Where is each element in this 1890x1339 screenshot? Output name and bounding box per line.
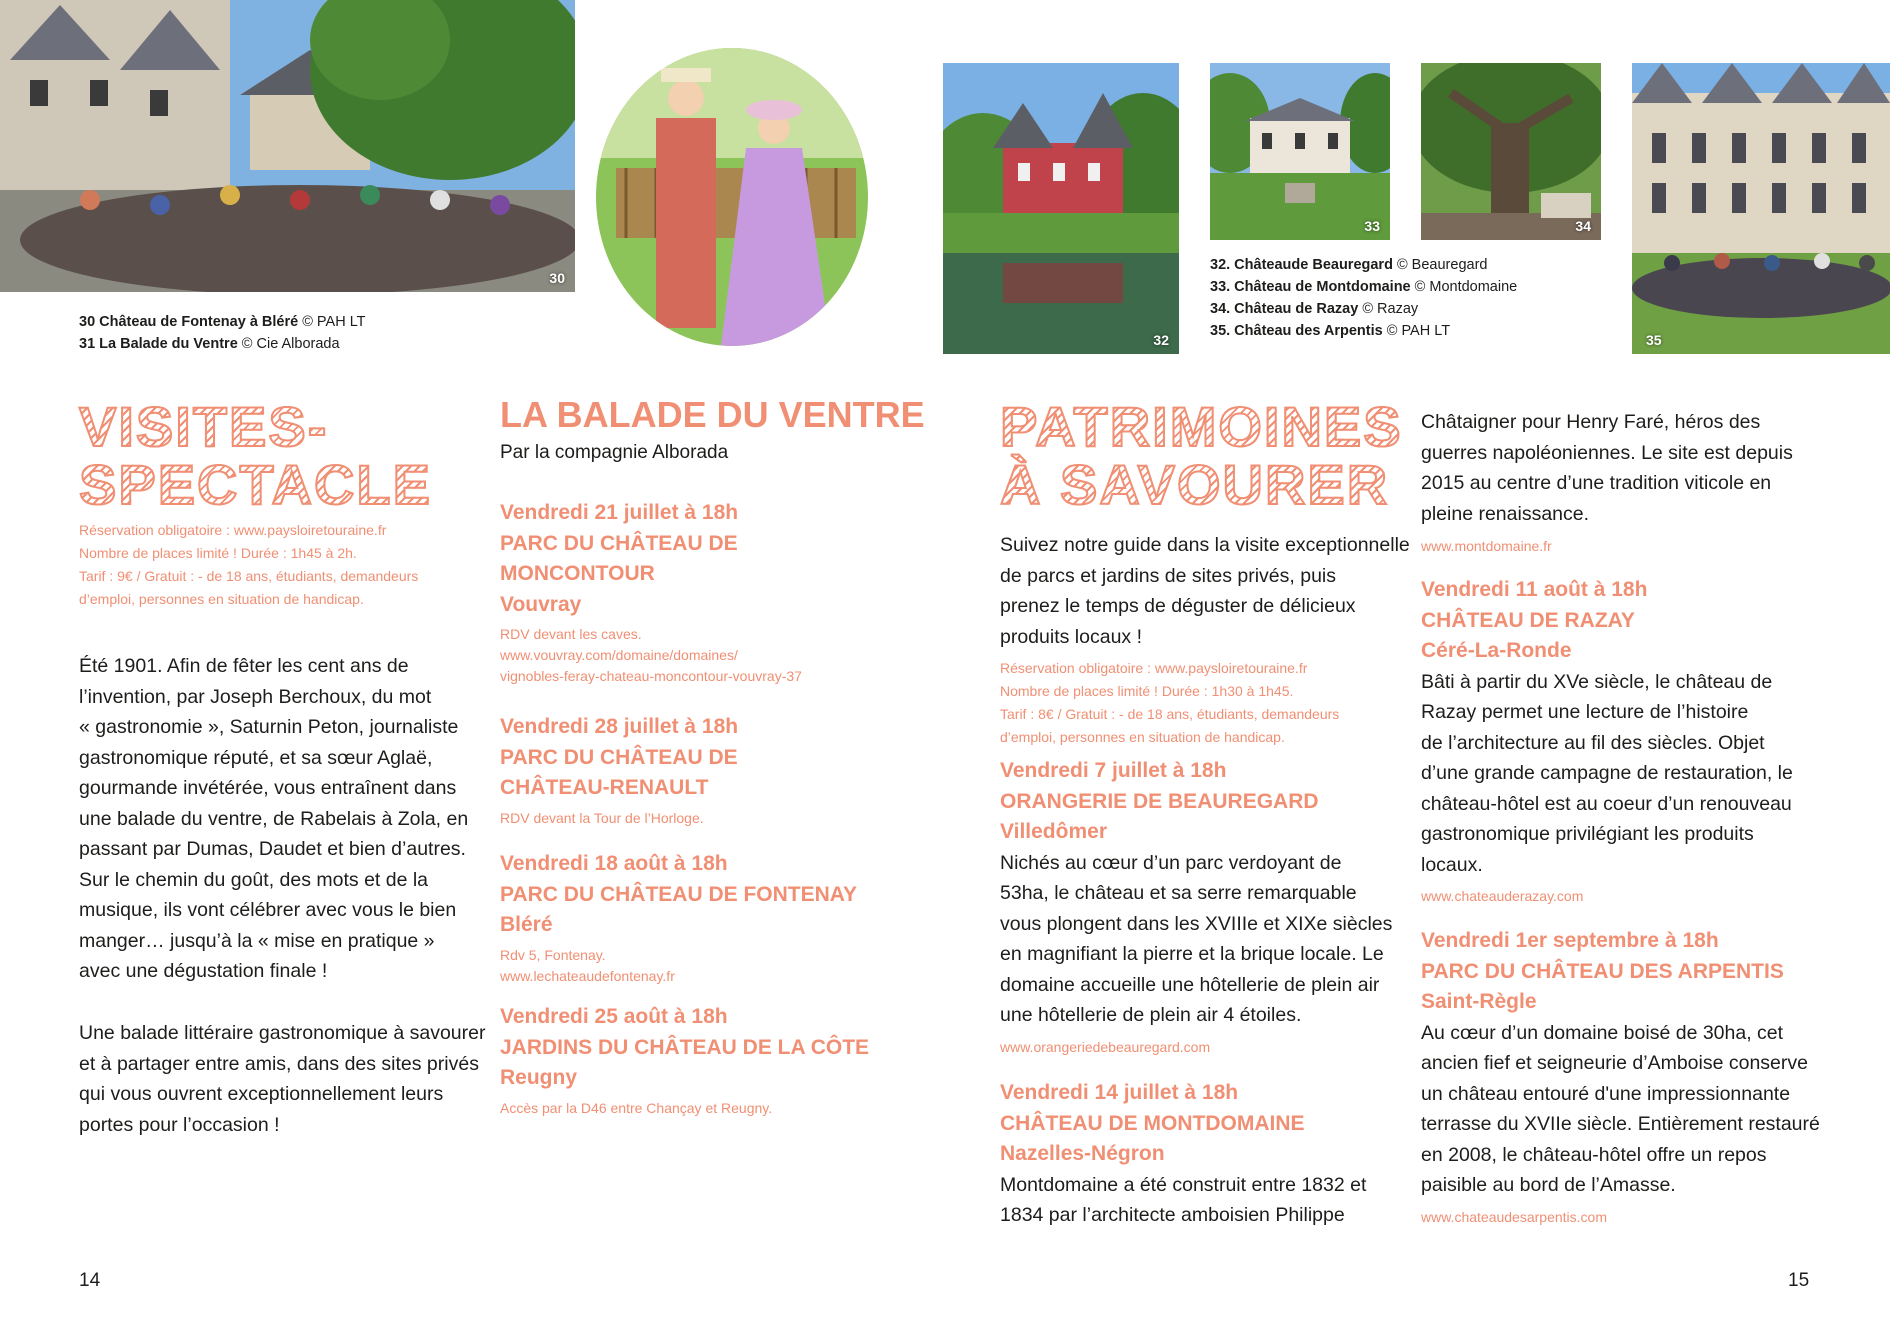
event-place: PARC DU CHÂTEAU DE FONTENAY [500, 882, 858, 906]
info-line: Tarif : 8€ / Gratuit : - de 18 ans, étudiants, demandeurs [1000, 706, 1340, 722]
caption-credit: © Beauregard [1396, 257, 1488, 273]
text-line: Sur le chemin du goût, des mots et de la [79, 868, 429, 891]
event-date: Vendredi 11 août à 18h [1421, 578, 1648, 601]
event-link[interactable]: www.lechateaudefontenay.fr [500, 967, 675, 984]
text-line: en 2008, le château-hôtel offre un repos [1421, 1143, 1767, 1166]
event-info [500, 1098, 869, 1119]
visites-paragraph-1 [79, 651, 468, 987]
title-line: SPECTACLE [79, 453, 432, 516]
text-line: ancien fief et seigneurie d’Amboise conserve [1421, 1052, 1808, 1074]
event-beauregard [1000, 756, 1392, 1058]
text-line: passant par Dumas, Daudet et bien d’autres. [79, 838, 466, 860]
info-line: d’emploi, personnes en situation de handicap. [1000, 729, 1285, 745]
event-link[interactable]: vignobles-feray-chateau-moncontour-vouvray-37 [500, 668, 802, 684]
info-line: RDV devant la Tour de l’Horloge. [500, 809, 704, 826]
event-montdomaine [1000, 1078, 1366, 1231]
event-info [500, 808, 738, 829]
event-place: ORANGERIE DE BEAUREGARD [1000, 789, 1319, 813]
photo-number: 32 [1153, 332, 1169, 348]
info-line: d’emploi, personnes en situation de handicap. [79, 591, 364, 607]
event-link[interactable]: www.chateaudesarpentis.com [1421, 1208, 1607, 1225]
text-line: « gastronomie », Saturnin Peton, journaliste [79, 716, 459, 738]
text-line: d’une grande campagne de restauration, le [1421, 762, 1793, 784]
event-town: Saint-Règle [1421, 990, 1537, 1013]
event-arpentis [1421, 926, 1820, 1228]
photo-chateau-razay [1421, 63, 1601, 240]
text-line: Au cœur d’un domaine boisé de 30ha, cet [1421, 1021, 1784, 1044]
caption-title: 30 Château de Fontenay à Bléré [79, 314, 299, 330]
text-line: château-hôtel est au coeur d’un renouveau [1421, 792, 1792, 815]
event-chateau-renault [500, 712, 738, 829]
text-line: 1834 par l’architecte amboisien Philippe [1000, 1204, 1345, 1226]
text-line: produits locaux ! [1000, 625, 1142, 648]
info-line: Rdv 5, Fontenay. [500, 946, 606, 963]
text-line: de l’architecture au fil des siècles. Objet [1421, 731, 1765, 754]
text-line: musique, ils vont célébrer avec vous le bien [79, 899, 457, 921]
event-moncontour [500, 498, 802, 687]
patrimoines-intro [1000, 530, 1410, 652]
text-line: vous plongent dans les XVIIIe et XIXe siècles [1000, 912, 1393, 935]
caption-title: 31 La Balade du Ventre [79, 336, 238, 352]
event-razay [1421, 575, 1793, 907]
event-place: PARC DU CHÂTEAU DE [500, 745, 738, 769]
event-description [1000, 848, 1392, 1031]
text-line: Razay permet une lecture de l’histoire [1421, 701, 1749, 723]
text-line: l’invention, par Joseph Berchoux, du mot [79, 685, 432, 708]
photo-number: 34 [1575, 218, 1591, 234]
info-line: Nombre de places limité ! Durée : 1h30 à 1h45. [1000, 683, 1294, 699]
photo-chateau-beauregard [943, 63, 1179, 354]
caption-title: 32. Châteaude Beauregard [1210, 257, 1393, 273]
caption-credit: © PAH LT [1386, 323, 1451, 339]
event-link[interactable]: www.chateauderazay.com [1421, 888, 1584, 904]
text-line: manger… jusqu’à la « mise en pratique » [79, 929, 435, 952]
text-line: Une balade littéraire gastronomique à savourer [79, 1022, 486, 1044]
event-date: Vendredi 7 juillet à 18h [1000, 759, 1227, 782]
event-info [500, 945, 857, 987]
text-line: domaine accueille une hôtellerie de plein air [1000, 973, 1380, 996]
patrimoines-title [1000, 395, 1403, 516]
event-place: PARC DU CHÂTEAU DES ARPENTIS [1421, 959, 1784, 983]
text-line: en magnifiant la pierre et la brique locale. Le [1000, 943, 1384, 965]
text-line: et à partager entre amis, dans des sites privés [79, 1052, 479, 1075]
visites-info [79, 519, 418, 611]
photo-chateau-fontenay [0, 0, 575, 292]
event-place: JARDINS DU CHÂTEAU DE LA CÔTE [500, 1035, 870, 1059]
text-line: locaux. [1421, 853, 1483, 876]
info-line: RDV devant les caves. [500, 626, 642, 642]
photo-chateau-arpentis [1632, 63, 1890, 354]
montdomaine-link[interactable]: www.montdomaine.fr [1421, 538, 1552, 554]
text-line: prenez le temps de déguster de délicieux [1000, 595, 1356, 617]
visites-spectacle-title [79, 395, 432, 516]
event-town: Reugny [500, 1066, 578, 1089]
text-line: terrasse du XVIIe siècle. Entièrement restauré [1421, 1113, 1820, 1135]
text-line: Montdomaine a été construit entre 1832 et [1000, 1173, 1367, 1196]
event-date: Vendredi 21 juillet à 18h [500, 501, 739, 524]
event-date: Vendredi 18 août à 18h [500, 852, 728, 875]
patrimoines-info [1000, 657, 1339, 749]
text-line: 53ha, le château et sa serre remarquable [1000, 882, 1357, 904]
text-line: de parcs et jardins de sites privés, puis [1000, 564, 1336, 587]
right-photo-captions [1210, 254, 1517, 342]
text-line: avec une dégustation finale ! [79, 960, 328, 982]
text-line: guerres napoléoniennes. Le site est depuis [1421, 441, 1793, 464]
event-place: MONCONTOUR [500, 562, 655, 585]
photo-number: 31 [818, 312, 834, 328]
caption-title: 33. Château de Montdomaine [1210, 279, 1411, 295]
caption-title: 35. Château des Arpentis [1210, 323, 1383, 339]
balade-title: LA BALADE DU VENTRE [500, 394, 925, 435]
event-fontenay [500, 849, 857, 987]
event-link[interactable]: www.vouvray.com/domaine/domaines/ [500, 647, 738, 663]
text-line: une balade du ventre, de Rabelais à Zola, en [79, 807, 469, 830]
text-line: 2015 au centre d’une tradition viticole en [1421, 472, 1772, 494]
caption-credit: © Razay [1362, 301, 1419, 317]
left-photo-captions [79, 311, 366, 355]
caption-credit: © Montdomaine [1414, 279, 1518, 295]
info-line: Tarif : 9€ / Gratuit : - de 18 ans, étudiants, demandeurs [79, 568, 419, 584]
info-line: Nombre de places limité ! Durée : 1h45 à 2h. [79, 545, 357, 561]
event-date: Vendredi 14 juillet à 18h [1000, 1081, 1239, 1104]
montdomaine-continuation [1421, 407, 1793, 529]
event-town: Vouvray [500, 592, 582, 616]
text-line: gastronomique réputé, et sa sœur Aglaë, [79, 746, 433, 769]
text-line: gastronomique privilégiant les produits [1421, 823, 1754, 845]
photo-number: 33 [1364, 218, 1380, 234]
event-date: Vendredi 1er septembre à 18h [1421, 929, 1719, 952]
info-line: Accès par la D46 entre Chançay et Reugny. [500, 1099, 773, 1116]
text-line: un château entouré d'une impressionnante [1421, 1082, 1791, 1105]
title-line: À SAVOURER [1000, 453, 1390, 516]
visites-paragraph-2 [79, 1018, 485, 1140]
event-date: Vendredi 28 juillet à 18h [500, 715, 739, 738]
text-line: Bâti à partir du XVe siècle, le château de [1421, 670, 1773, 693]
info-line: Réservation obligatoire : www.paysloiretouraine.fr [79, 522, 387, 538]
caption-credit: © Cie Alborada [241, 336, 340, 352]
text-line: qui vous ouvrent exceptionnellement leurs [79, 1083, 444, 1105]
event-la-cote [500, 1002, 869, 1119]
text-line: Suivez notre guide dans la visite exceptionnelle [1000, 534, 1410, 556]
text-line: Été 1901. Afin de fêter les cent ans de [79, 655, 409, 677]
photo-chateau-montdomaine [1210, 63, 1390, 240]
event-place: CHÂTEAU-RENAULT [500, 776, 709, 799]
page-number-left: 14 [79, 1270, 101, 1291]
event-town: Villedômer [1000, 820, 1107, 843]
photo-number: 30 [549, 270, 565, 286]
event-date: Vendredi 25 août à 18h [500, 1005, 728, 1028]
text-line: une hôtellerie de plein air 4 étoiles. [1000, 1004, 1302, 1026]
event-description [1000, 1170, 1366, 1231]
text-line: pleine renaissance. [1421, 502, 1590, 525]
event-town: Céré-La-Ronde [1421, 639, 1572, 662]
event-info [500, 624, 802, 687]
caption-title: 34. Château de Razay [1210, 301, 1359, 317]
event-place: CHÂTEAU DE RAZAY [1421, 608, 1635, 632]
page-number-right: 15 [1788, 1270, 1810, 1291]
caption-credit: © PAH LT [302, 314, 366, 330]
title-line: PATRIMOINES [1000, 395, 1403, 458]
event-place: CHÂTEAU DE MONTDOMAINE [1000, 1111, 1305, 1135]
event-town: Bléré [500, 913, 553, 936]
photo-balade-du-ventre [596, 48, 868, 346]
text-line: Nichés au cœur d’un parc verdoyant de [1000, 851, 1342, 874]
event-town: Nazelles-Négron [1000, 1142, 1165, 1165]
title-line: VISITES- [79, 395, 329, 458]
event-description [1421, 667, 1793, 881]
event-place: PARC DU CHÂTEAU DE [500, 531, 738, 555]
balade-subtitle: Par la compagnie Alborada [500, 442, 729, 463]
info-line: Réservation obligatoire : www.paysloiretouraine.fr [1000, 660, 1308, 676]
text-line: paisible au bord de l’Amasse. [1421, 1174, 1676, 1196]
event-link[interactable]: www.orangeriedebeauregard.com [1000, 1038, 1211, 1055]
text-line: Châtaigner pour Henry Faré, héros des [1421, 411, 1761, 433]
event-description [1421, 1018, 1820, 1201]
photo-number: 35 [1646, 332, 1662, 348]
text-line: portes pour l’occasion ! [79, 1113, 280, 1136]
text-line: gourmande invétérée, vous entraînent dans [79, 777, 457, 799]
